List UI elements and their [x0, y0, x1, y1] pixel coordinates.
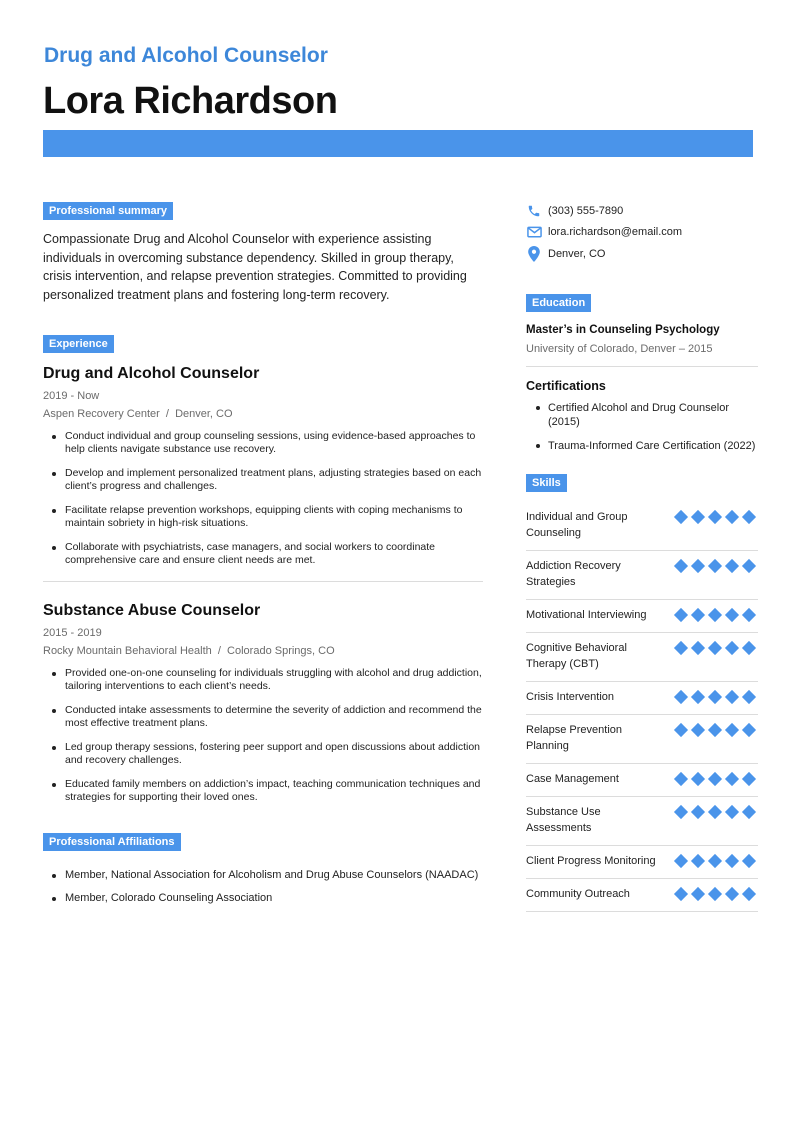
rating-diamond-icon	[725, 804, 739, 818]
rating-diamond-icon	[708, 509, 722, 523]
rating-diamond-icon	[725, 558, 739, 572]
rating-diamond-icon	[725, 771, 739, 785]
skill-row	[526, 502, 758, 551]
job-company-line: Aspen Recovery Center / Denver, CO	[43, 408, 233, 420]
skill-rating	[674, 888, 756, 900]
job-company: Aspen Recovery Center	[43, 408, 160, 420]
job-bullets	[43, 667, 483, 804]
rating-diamond-icon	[674, 607, 688, 621]
skill-name: Client Progress Monitoring	[526, 854, 656, 867]
phone-text: (303) 555-7890	[548, 204, 624, 217]
rating-diamond-icon	[725, 509, 739, 523]
skill-row	[526, 600, 758, 633]
job-entry	[43, 365, 483, 567]
skill-rating	[674, 773, 756, 785]
job-bullet: Collaborate with psychiatrists, case managers, and social workers to coordinate comprehensive care and ensure client needs are met.	[43, 541, 483, 567]
rating-diamond-icon	[691, 640, 705, 654]
rating-diamond-icon	[691, 722, 705, 736]
rating-diamond-icon	[725, 722, 739, 736]
job-location: Colorado Springs, CO	[227, 645, 335, 657]
rating-diamond-icon	[742, 640, 756, 654]
skill-rating	[674, 642, 756, 654]
rating-diamond-icon	[708, 558, 722, 572]
job-company: Rocky Mountain Behavioral Health	[43, 645, 212, 657]
rating-diamond-icon	[725, 853, 739, 867]
skill-rating	[674, 609, 756, 621]
affiliation-item: Member, National Association for Alcoholism and Drug Abuse Counselors (NAADAC)	[43, 869, 483, 882]
location-pin-icon	[526, 246, 542, 262]
job-entry	[43, 602, 483, 804]
rating-diamond-icon	[708, 853, 722, 867]
rating-diamond-icon	[742, 853, 756, 867]
rating-diamond-icon	[742, 804, 756, 818]
experience-heading: Experience	[43, 335, 114, 353]
rating-diamond-icon	[725, 886, 739, 900]
skill-row	[526, 797, 758, 846]
rating-diamond-icon	[674, 804, 688, 818]
job-bullet: Facilitate relapse prevention workshops, equipping clients with coping mechanisms to maintain sobriety in high-risk situations.	[43, 504, 483, 530]
skill-rating	[674, 855, 756, 867]
rating-diamond-icon	[691, 804, 705, 818]
location-text: Denver, CO	[548, 247, 606, 260]
skill-rating	[674, 691, 756, 703]
rating-diamond-icon	[691, 771, 705, 785]
rating-diamond-icon	[742, 558, 756, 572]
rating-diamond-icon	[742, 722, 756, 736]
skills-list	[526, 502, 758, 912]
affiliation-item: Member, Colorado Counseling Association	[43, 892, 483, 905]
right-column	[526, 200, 758, 912]
rating-diamond-icon	[674, 640, 688, 654]
rating-diamond-icon	[674, 853, 688, 867]
rating-diamond-icon	[725, 607, 739, 621]
certifications-list	[526, 401, 758, 453]
rating-diamond-icon	[708, 689, 722, 703]
email-icon	[526, 224, 542, 240]
rating-diamond-icon	[742, 771, 756, 785]
job-company-line: Rocky Mountain Behavioral Health / Colorado Springs, CO	[43, 645, 335, 657]
rating-diamond-icon	[691, 509, 705, 523]
education-divider	[526, 366, 758, 367]
skill-row	[526, 551, 758, 600]
rating-diamond-icon	[674, 722, 688, 736]
rating-diamond-icon	[742, 509, 756, 523]
rating-diamond-icon	[708, 886, 722, 900]
summary-text: Compassionate Drug and Alcohol Counselor with experience assisting individuals in overcoming substance dependency. Skilled in group therapy, crisis intervention, and relapse prevention strategies. Committed to providing personalized treatment plans and fostering long-term recovery.	[43, 232, 467, 302]
rating-diamond-icon	[708, 722, 722, 736]
phone-icon	[526, 203, 542, 219]
rating-diamond-icon	[674, 771, 688, 785]
contact-location	[526, 243, 758, 265]
skill-rating	[674, 511, 756, 523]
rating-diamond-icon	[691, 886, 705, 900]
job-dates: 2015 - 2019	[43, 627, 102, 639]
certification-item: Trauma-Informed Care Certification (2022)	[526, 439, 758, 453]
job-dates: 2019 - Now	[43, 390, 100, 402]
candidate-name: Lora Richardson	[43, 80, 338, 122]
skill-name: Crisis Intervention	[526, 690, 615, 703]
skill-name: Case Management	[526, 772, 619, 785]
rating-diamond-icon	[691, 689, 705, 703]
job-role: Drug and Alcohol Counselor	[43, 365, 260, 382]
skill-name: Substance Use Assessments	[526, 805, 601, 834]
job-bullet: Develop and implement personalized treatment plans, adjusting strategies based on each client’s progress and challenges.	[43, 467, 483, 493]
rating-diamond-icon	[674, 689, 688, 703]
rating-diamond-icon	[674, 509, 688, 523]
skill-name: Cognitive Behavioral Therapy (CBT)	[526, 641, 627, 670]
rating-diamond-icon	[708, 607, 722, 621]
summary-heading: Professional summary	[43, 202, 173, 220]
job-bullets	[43, 430, 483, 567]
skill-rating	[674, 724, 756, 736]
education-school: University of Colorado, Denver – 2015	[526, 342, 713, 355]
rating-diamond-icon	[691, 853, 705, 867]
rating-diamond-icon	[742, 689, 756, 703]
job-title: Drug and Alcohol Counselor	[44, 44, 328, 67]
rating-diamond-icon	[691, 607, 705, 621]
rating-diamond-icon	[708, 771, 722, 785]
left-column	[43, 201, 483, 915]
education-heading: Education	[526, 294, 591, 312]
skill-rating	[674, 806, 756, 818]
affiliations-list	[43, 869, 483, 905]
rating-diamond-icon	[742, 886, 756, 900]
job-bullet: Provided one-on-one counseling for individuals struggling with alcohol and drug addiction, tailoring interventions to each client’s needs.	[43, 667, 483, 693]
contact-email	[526, 222, 758, 244]
rating-diamond-icon	[742, 607, 756, 621]
skill-row	[526, 715, 758, 764]
affiliations-heading: Professional Affiliations	[43, 833, 181, 851]
job-bullet: Conducted intake assessments to determine the severity of addiction and recommend the most effective treatment plans.	[43, 704, 483, 730]
contact-phone	[526, 200, 758, 222]
education-degree: Master’s in Counseling Psychology	[526, 323, 720, 336]
skills-heading: Skills	[526, 474, 567, 492]
skill-row	[526, 633, 758, 682]
skill-row	[526, 764, 758, 797]
job-bullet: Conduct individual and group counseling sessions, using evidence-based approaches to help clients navigate substance use recovery.	[43, 430, 483, 456]
job-location: Denver, CO	[175, 408, 233, 420]
header-banner	[43, 130, 753, 157]
rating-diamond-icon	[674, 886, 688, 900]
rating-diamond-icon	[725, 689, 739, 703]
rating-diamond-icon	[674, 558, 688, 572]
skill-name: Addiction Recovery Strategies	[526, 559, 621, 588]
rating-diamond-icon	[725, 640, 739, 654]
certification-item: Certified Alcohol and Drug Counselor (2015)	[526, 401, 758, 429]
skill-row	[526, 682, 758, 715]
job-bullet: Led group therapy sessions, fostering peer support and open discussions about addiction and recovery challenges.	[43, 741, 483, 767]
job-bullet: Educated family members on addiction’s impact, teaching communication techniques and strategies for supporting their loved ones.	[43, 778, 483, 804]
experience-divider	[43, 581, 483, 582]
skill-row	[526, 879, 758, 912]
email-text: lora.richardson@email.com	[548, 226, 683, 239]
rating-diamond-icon	[708, 804, 722, 818]
skill-name: Motivational Interviewing	[526, 608, 647, 621]
skill-row	[526, 846, 758, 879]
skill-rating	[674, 560, 756, 572]
skill-name: Relapse Prevention Planning	[526, 723, 623, 752]
rating-diamond-icon	[708, 640, 722, 654]
certifications-heading: Certifications	[526, 378, 606, 393]
rating-diamond-icon	[691, 558, 705, 572]
skill-name: Community Outreach	[526, 887, 630, 900]
job-role: Substance Abuse Counselor	[43, 602, 261, 619]
skill-name: Individual and Group Counseling	[526, 510, 628, 539]
